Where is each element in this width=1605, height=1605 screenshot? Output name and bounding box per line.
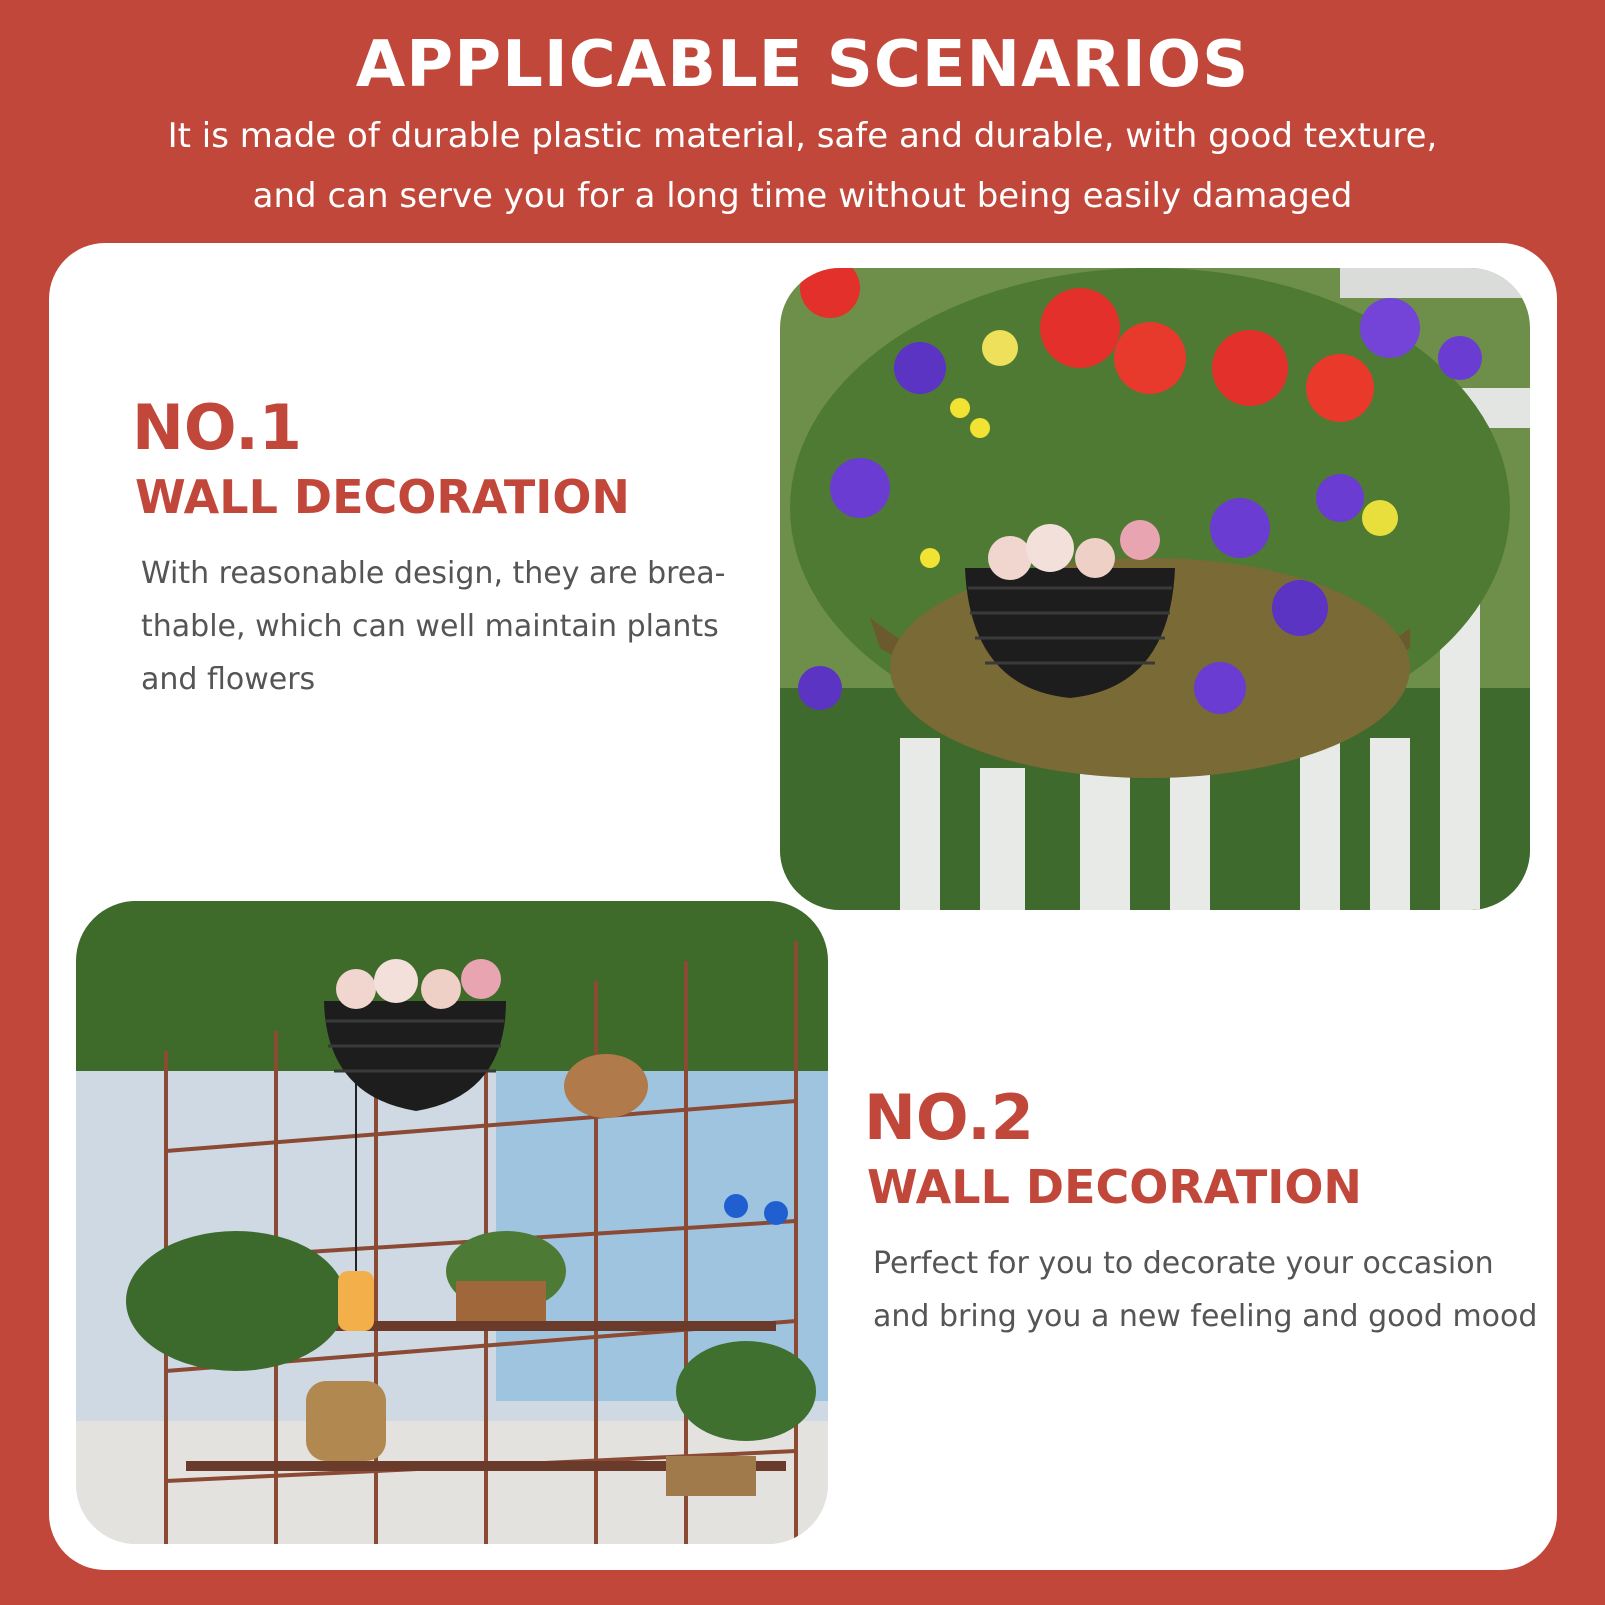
section-2 (864, 1083, 1544, 1343)
interior-shelf-photo (76, 901, 828, 1544)
section-description: Perfect for you to decorate your occasion and bring you a new feeling and good mood (873, 1246, 1538, 1334)
section-heading: WALL DECORATION (867, 1160, 1362, 1214)
page-subtitle: It is made of durable plastic material, safe and durable, with good texture, and can serve you for a long time without being easily damaged (167, 116, 1438, 216)
content-panel (49, 243, 1557, 1570)
section-number: NO.1 (132, 391, 302, 464)
section-heading: WALL DECORATION (135, 470, 630, 524)
section-description: With reasonable design, they are brea-thable, which can well maintain plants and flowers (141, 556, 726, 697)
page-title: APPLICABLE SCENARIOS (355, 28, 1250, 102)
header (0, 0, 1605, 240)
hanging-flower-basket-photo (780, 268, 1530, 910)
section-1 (132, 393, 752, 706)
section-number: NO.2 (864, 1081, 1034, 1154)
